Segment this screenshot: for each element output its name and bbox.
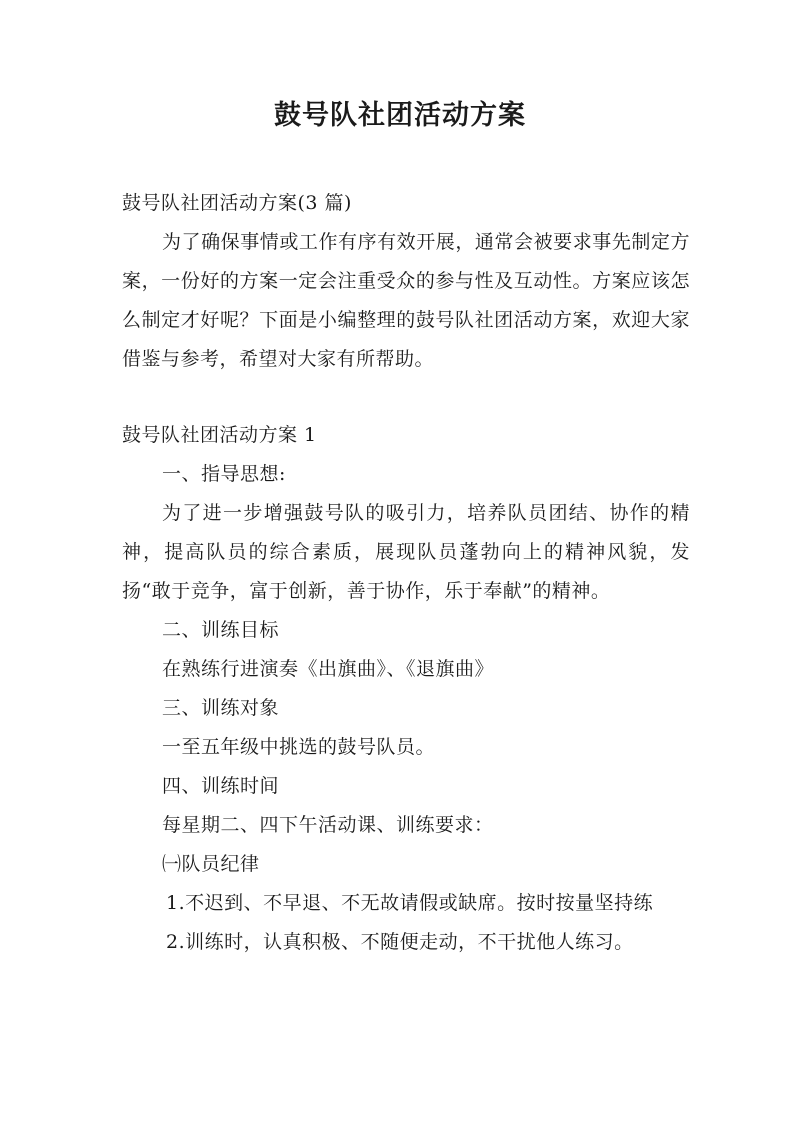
paragraph-gap [122,379,690,416]
section-heading: 鼓号队社团活动方案 1 [122,424,317,446]
guiding-heading: 一、指导思想: [162,463,286,485]
document-subtitle: 鼓号队社团活动方案(3 篇) [122,192,352,214]
training-goal-heading: 二、训练目标 [162,619,280,641]
training-time-text: 每星期二、四下午活动课、训练要求： [162,814,494,836]
training-target-text: 一至五年级中挑选的鼓号队员。 [162,736,436,758]
discipline-heading: ㈠队员纪律 [162,853,260,875]
rule-2: 2.训练时，认真积极、不随便走动，不干扰他人练习。 [166,931,634,953]
training-time-heading: 四、训练时间 [162,775,280,797]
document-body [122,184,690,962]
guiding-paragraph: 为了进一步增强鼓号队的吸引力，培养队员团结、协作的精神，提高队员的综合素质，展现队员蓬勃向上的精神风貌，发扬“敢于竞争，富于创新，善于协作，乐于奉献”的精神。 [122,502,690,602]
document-title: 鼓号队社团活动方案 [274,100,526,131]
training-target-heading: 三、训练对象 [162,697,280,719]
training-goal-text: 在熟练行进演奏《出旗曲》、《退旗曲》 [162,658,495,680]
intro-paragraph: 为了确保事情或工作有序有效开展，通常会被要求事先制定方案，一份好的方案一定会注重受众的参与性及互动性。方案应该怎么制定才好呢？下面是小编整理的鼓号队社团活动方案，欢迎大家借鉴与参考，希望对大家有所帮助。 [122,231,690,370]
rule-1: 1.不迟到、不早退、不无故请假或缺席。按时按量坚持练 [166,892,654,914]
